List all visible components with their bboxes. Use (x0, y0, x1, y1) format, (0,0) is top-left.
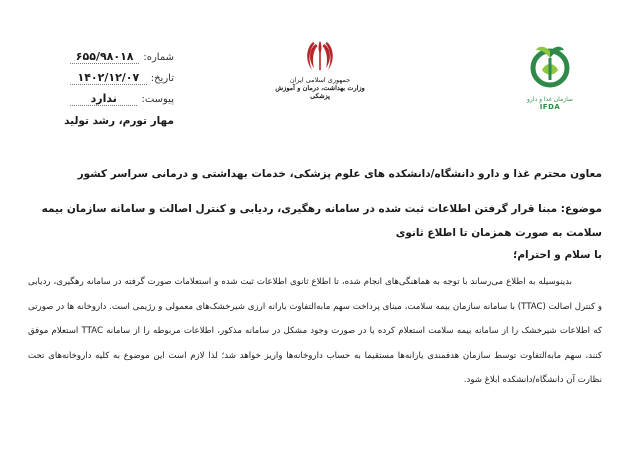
letter-body (28, 270, 602, 393)
ifda-english-name: IFDA (539, 103, 561, 111)
attachment-row (66, 92, 174, 113)
emblem-republic-text: جمهوری اسلامی ایران (289, 76, 351, 84)
attachment-label: پیوست: (141, 94, 174, 105)
date-label: تاریخ: (150, 73, 174, 84)
letter-greeting: با سلام و احترام؛ (513, 249, 602, 261)
ifda-logo-icon (524, 40, 576, 92)
letter-body-text: بدینوسیله به اطلاع می‌رساند با توجه به هماهنگی‌های انجام شده، تا اطلاع ثانوی اطلاعات ثبت شده و استعلامات صورت گرفته در سامانه رهگیری، ردیابی و کنترل اصالت (TTAC) با سامانه سازمان بیمه سلامت، مبنای پرداخت سهم مابه‌التفاوت یارانه ارزی شیرخشک‌های معمولی و رژیمی است. داروخانه ها در صورتی که اطلاعات شیرخشک را از سامانه بیمه سلامت استعلام کرده یا در صورت وجود مشکل در سامانه مذکور، اطلاعات مربوطه را از سامانه TTAC استعلام موفق کنند، سهم مابه‌التفاوت توسط سازمان هدفمندی یارانه‌ها مستقیما به حساب داروخانه‌ها واریز خواهد شد؛ لذا لازم است این موضوع به کلیه داروخانه‌های تحت نظارت آن دانشگاه/دانشکده ابلاغ شود. (28, 277, 602, 385)
letter-subject: موضوع: مبنا قرار گرفتن اطلاعات ثبت شده در سامانه رهگیری، ردیابی و کنترل اصالت و سامانه سازمان بیمه سلامت به صورت همزمان تا اطلاع ثانوی (41, 203, 602, 239)
attachment-value: ندارد (70, 92, 137, 106)
emblem-ministry-text: وزارت بهداشت، درمان و آموزش پزشکی (275, 84, 365, 100)
number-label: شماره: (143, 52, 174, 63)
slogan-note: مهار تورم، رشد تولید (64, 115, 174, 127)
letter-meta (66, 50, 174, 127)
ifda-logo (520, 40, 580, 120)
iran-emblem-icon (302, 38, 338, 74)
ifda-persian-name: سازمان غذا و دارو (527, 96, 573, 103)
ministry-emblem (270, 38, 370, 118)
number-value: ۶۵۵/۹۸۰۱۸ (70, 50, 139, 64)
date-value: ۱۴۰۲/۱۲/۰۷ (70, 71, 147, 85)
number-row (66, 50, 174, 71)
date-row (66, 71, 174, 92)
letter-recipient: معاون محترم غذا و دارو دانشگاه/دانشکده های علوم پزشکی، خدمات بهداشتی و درمانی سراسر کشور (77, 168, 602, 180)
